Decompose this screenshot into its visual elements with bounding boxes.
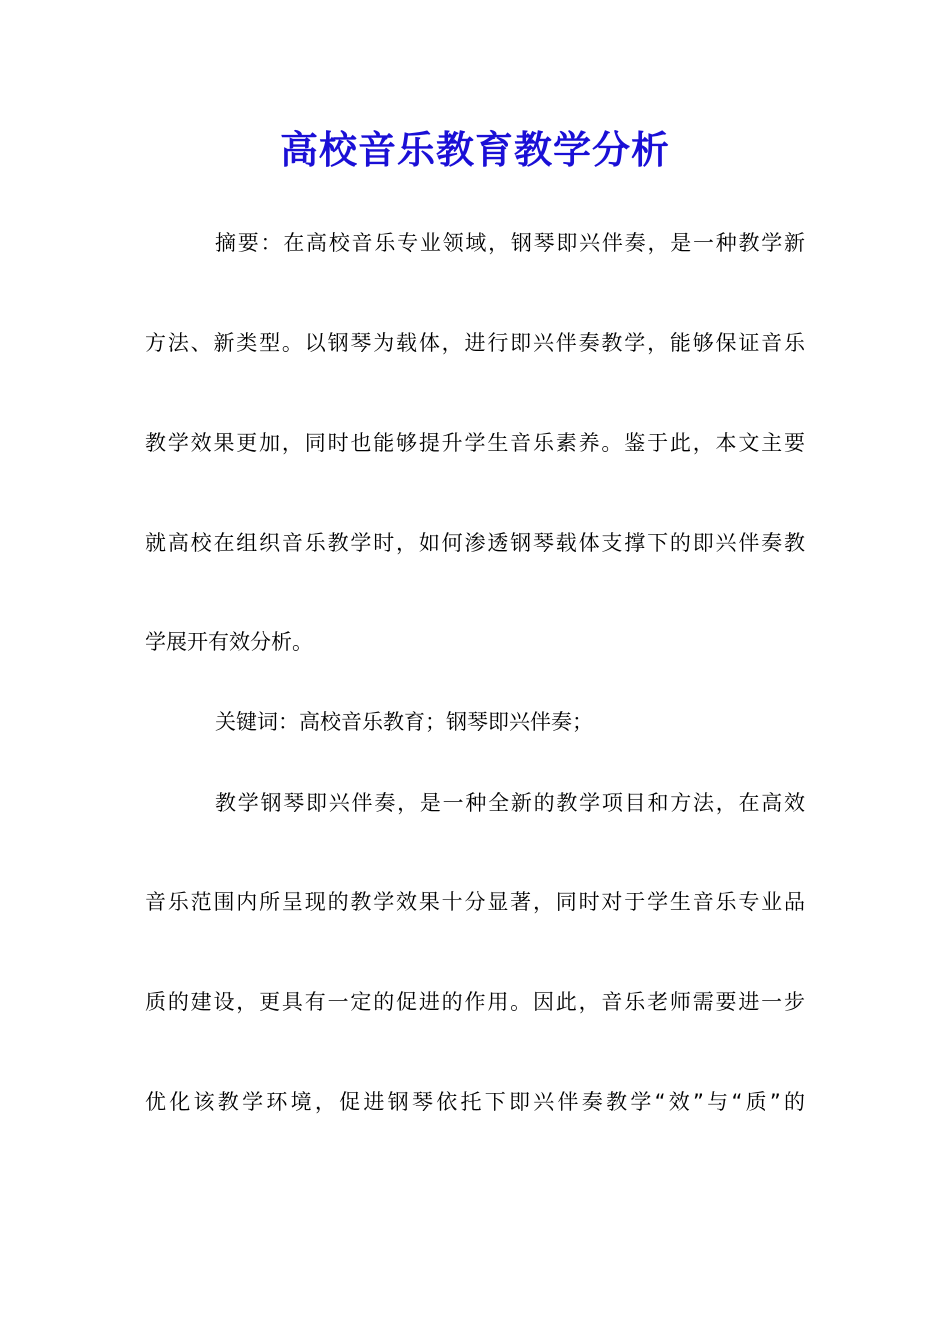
abstract-line: 教学效果更加，同时也能够提升学生音乐素养。鉴于此，本文主要 xyxy=(145,431,805,455)
document-title: 高校音乐教育教学分析 xyxy=(279,127,670,172)
abstract-line: 方法、新类型。以钢琴为载体，进行即兴伴奏教学，能够保证音乐 xyxy=(145,331,805,355)
abstract-line: 学展开有效分析。 xyxy=(145,630,313,654)
abstract-line: 就高校在组织音乐教学时，如何渗透钢琴载体支撑下的即兴伴奏教 xyxy=(145,531,805,555)
body-line: 质的建设，更具有一定的促进的作用。因此，音乐老师需要进一步 xyxy=(145,990,805,1014)
keywords-line: 关键词：高校音乐教育；钢琴即兴伴奏； xyxy=(215,710,593,734)
body-line: 音乐范围内所呈现的教学效果十分显著，同时对于学生音乐专业品 xyxy=(145,890,805,914)
body-line: 优化该教学环境，促进钢琴依托下即兴伴奏教学“效”与“质”的 xyxy=(145,1090,805,1114)
body-line: 教学钢琴即兴伴奏，是一种全新的教学项目和方法，在高效 xyxy=(215,791,805,815)
abstract-line: 摘要：在高校音乐专业领域，钢琴即兴伴奏，是一种教学新 xyxy=(215,231,805,255)
